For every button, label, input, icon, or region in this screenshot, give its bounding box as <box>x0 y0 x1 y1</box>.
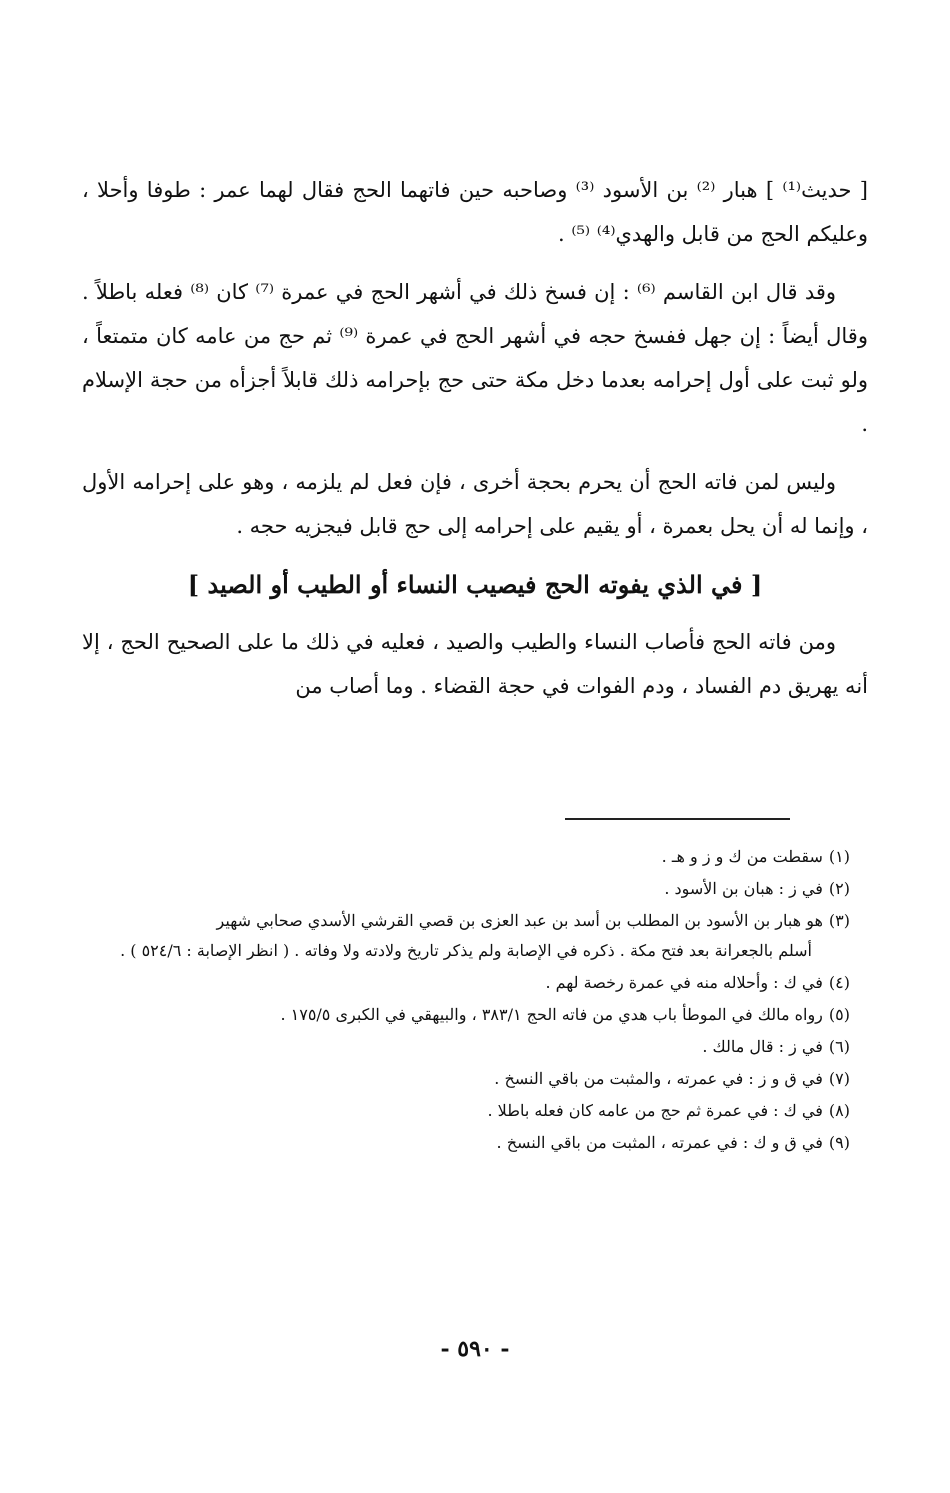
footnote-number: (٤) <box>828 973 850 992</box>
footnote-8 <box>80 1096 850 1126</box>
footnote-text: في ز : قال مالك . <box>702 1037 823 1056</box>
footnote-text: رواه مالك في الموطأ باب هدي من فاته الحج ٣٨٣/١ ، والبيهقي في الكبرى ١٧٥/٥ . <box>280 1005 823 1024</box>
footnote-number: (٧) <box>828 1069 850 1088</box>
footnote-4 <box>80 968 850 998</box>
footnote-text: في ك : في عمرة ثم حج من عامه كان فعله باطلا . <box>487 1101 823 1120</box>
footnote-text: في ق و ز : في عمرته ، والمثبت من باقي النسخ . <box>494 1069 823 1088</box>
footnote-number: (٩) <box>828 1133 850 1152</box>
footnote-text: في ز : هبان بن الأسود . <box>664 879 823 898</box>
footnote-number: (٥) <box>828 1005 850 1024</box>
footnote-number: (٢) <box>828 879 850 898</box>
footnote-number: (١) <box>828 847 850 866</box>
footnote-5 <box>80 1000 850 1030</box>
footnote-text: في ق و ك : في عمرته ، المثبت من باقي النسخ . <box>496 1133 823 1152</box>
footnotes-section <box>80 842 850 1160</box>
footnote-2 <box>80 874 850 904</box>
footnote-9 <box>80 1128 850 1158</box>
paragraph-ibn-al-qasim: وقد قال ابن القاسم ⁽⁶⁾ : إن فسخ ذلك في أشهر الحج في عمرة ⁽⁷⁾ كان ⁽⁸⁾ فعله باطلاً . وقال أيضاً : إن جهل ففسخ حجه في أشهر الحج في عمرة ⁽⁹⁾ ثم حج من عامه كان متمتعاً ، ولو ثبت على أول إحرامه بعدما دخل مكة حتى حج بإحرامه ذلك قابلاً أجزأه من حجة الإسلام . <box>82 280 868 436</box>
footnote-separator <box>565 818 790 820</box>
footnote-text: سقطت من ك و ز و هـ . <box>661 847 823 866</box>
paragraph-no-second-hajj: وليس لمن فاته الحج أن يحرم بحجة أخرى ، فإن فعل لم يلزمه ، وهو على إحرامه الأول ، وإنما له أن يحل بعمرة ، أو يقيم على إحرامه إلى حج قابل فيجزيه حجه . <box>82 470 868 538</box>
paragraph-after-heading: ومن فاته الحج فأصاب النساء والطيب والصيد ، فعليه في ذلك ما على الصحيح الحج ، إلا أنه يهريق دم الفساد ، ودم الفوات في حجة القضاء . وما أصاب من <box>82 630 868 698</box>
page-number: - ٥٩٠ - <box>440 1336 510 1362</box>
footnote-number: (٦) <box>828 1037 850 1056</box>
section-heading: [ في الذي يفوته الحج فيصيب النساء أو الطيب أو الصيد ] <box>187 570 763 599</box>
footnote-text: هو هبار بن الأسود بن المطلب بن أسد بن عبد العزى بن قصي القرشي الأسدي صحابي شهير <box>216 911 823 930</box>
footnote-number: (٣) <box>828 911 850 930</box>
footnote-3 <box>80 906 850 966</box>
main-text-body <box>82 168 868 722</box>
footnote-6 <box>80 1032 850 1062</box>
footnote-text: في ك : وأحلاله منه في عمرة رخصة لهم . <box>545 973 823 992</box>
footnote-number: (٨) <box>828 1101 850 1120</box>
footnote-continuation: أسلم بالجعرانة بعد فتح مكة . ذكره في الإصابة ولم يذكر تاريخ ولادته ولا وفاته . ( انظر الإصابة : ٥٢٤/٦ ) . <box>120 941 812 960</box>
footnote-1 <box>80 842 850 872</box>
footnote-7 <box>80 1064 850 1094</box>
paragraph-hadith: [ حديث⁽¹⁾ ] هبار ⁽²⁾ بن الأسود ⁽³⁾ وصاحبه حين فاتهما الحج فقال لهما عمر : طوفا وأحلا ، وعليكم الحج من قابل والهدي⁽⁴⁾ ⁽⁵⁾ . <box>82 178 868 246</box>
